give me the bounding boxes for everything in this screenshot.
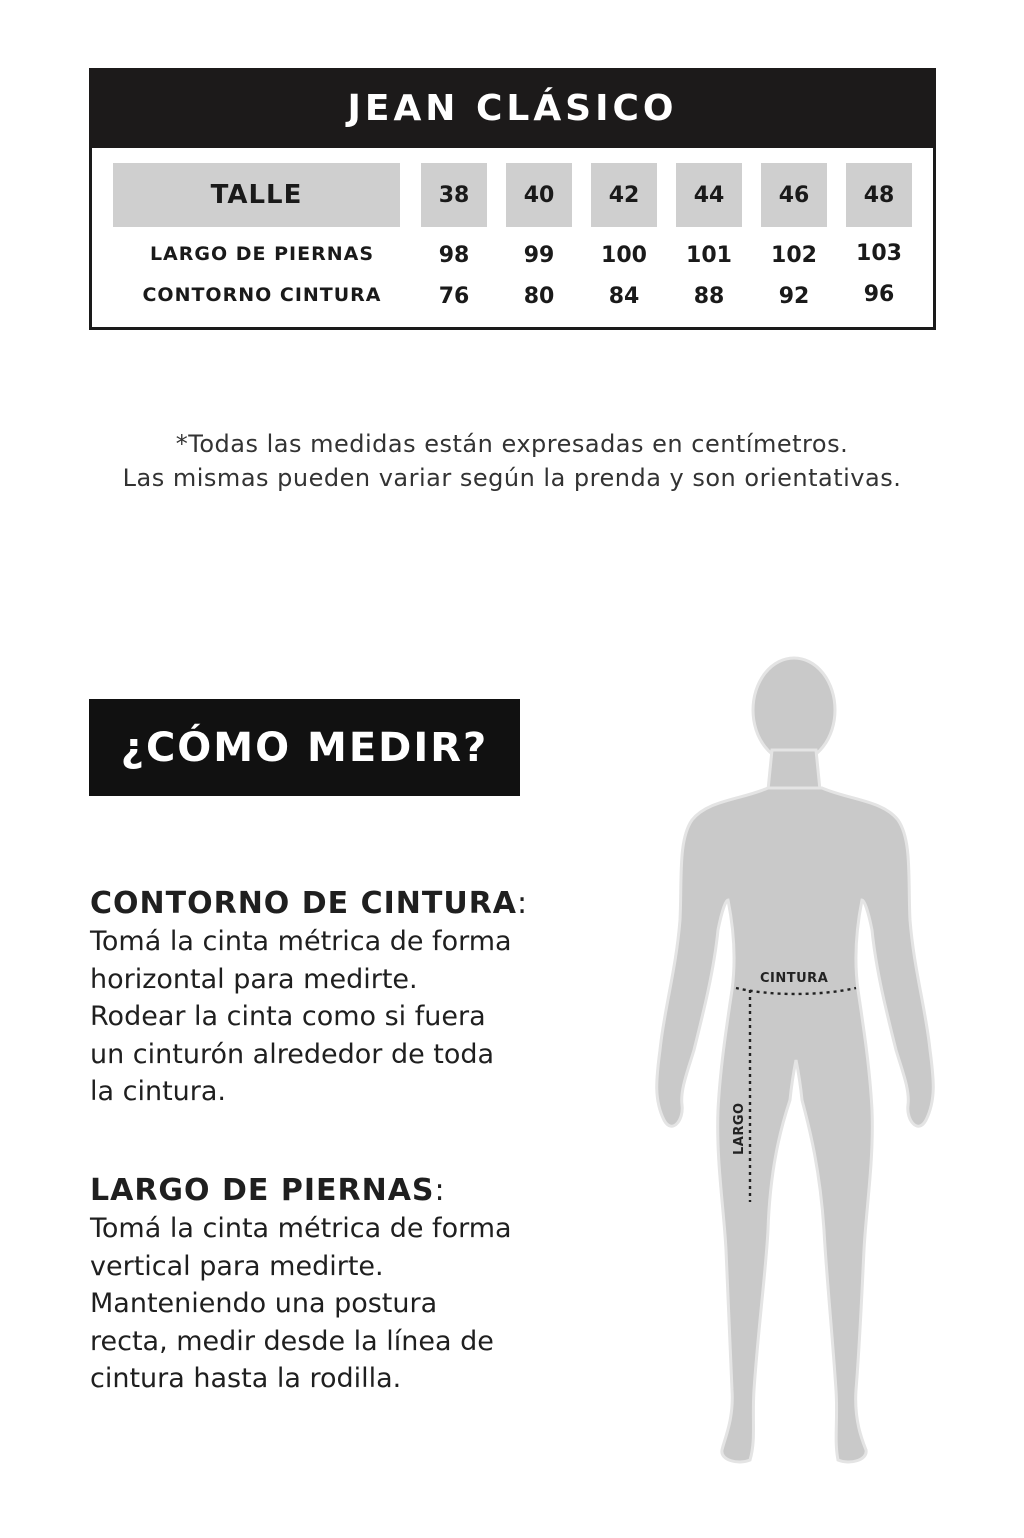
table-cell: 92 [778,284,810,309]
body-line: Tomá la cinta métrica de forma [90,926,512,957]
body-line: cintura hasta la rodilla. [90,1363,402,1394]
body-line: un cinturón alrededor de toda [90,1038,495,1070]
body-line: vertical para medirte. [90,1250,384,1282]
table-cell: 88 [693,284,725,309]
section-heading-text: LARGO DE PIERNAS [90,1173,435,1208]
how-to-title: ¿CÓMO MEDIR? [89,699,520,796]
body-figure [640,650,950,1480]
section-body-cintura [90,923,560,1111]
waist-label: CINTURA [760,971,829,986]
table-cell: 102 [771,243,817,268]
body-line: Manteniendo una postura [90,1288,438,1319]
row-label-largo: LARGO DE PIERNAS [149,243,375,265]
table-cell: 103 [856,241,902,266]
section-body-largo [90,1210,560,1398]
table-title: JEAN CLÁSICO [89,68,936,148]
length-label: LARGO [732,1102,747,1155]
table-cell: 98 [438,243,470,268]
row-label-contorno: CONTORNO CINTURA [142,284,382,306]
size-cell: 44 [676,163,742,227]
table-cell: 80 [523,284,555,309]
table-cell: 96 [863,282,895,307]
body-line: Tomá la cinta métrica de forma [90,1213,512,1244]
section-heading-largo [90,1173,446,1208]
section-heading-colon: : [517,886,529,921]
section-heading-cintura [90,886,528,921]
body-line: recta, medir desde la línea de [90,1325,494,1357]
table-cell: 84 [608,284,640,309]
size-cell: 40 [506,163,572,227]
section-heading-text: CONTORNO DE CINTURA [90,886,518,921]
section-heading-colon: : [434,1173,446,1208]
note-line-1: *Todas las medidas están expresadas en centímetros. [175,430,849,458]
body-line: horizontal para medirte. [90,963,418,995]
table-cell: 76 [438,284,470,309]
size-cell: 48 [846,163,912,227]
size-table [89,68,936,330]
table-cell: 99 [523,243,555,268]
body-line: Rodear la cinta como si fuera [90,1001,486,1032]
note-line-2: Las mismas pueden variar según la prenda y son orientativas. [122,464,902,492]
table-cell: 101 [686,243,732,268]
size-header-label: TALLE [113,163,400,227]
size-cell: 46 [761,163,827,227]
table-cell: 100 [601,243,647,268]
size-cell: 42 [591,163,657,227]
body-silhouette [657,658,934,1462]
body-line: la cintura. [90,1076,227,1107]
size-cell: 38 [421,163,487,227]
body-silhouette-illustration [640,650,950,1480]
